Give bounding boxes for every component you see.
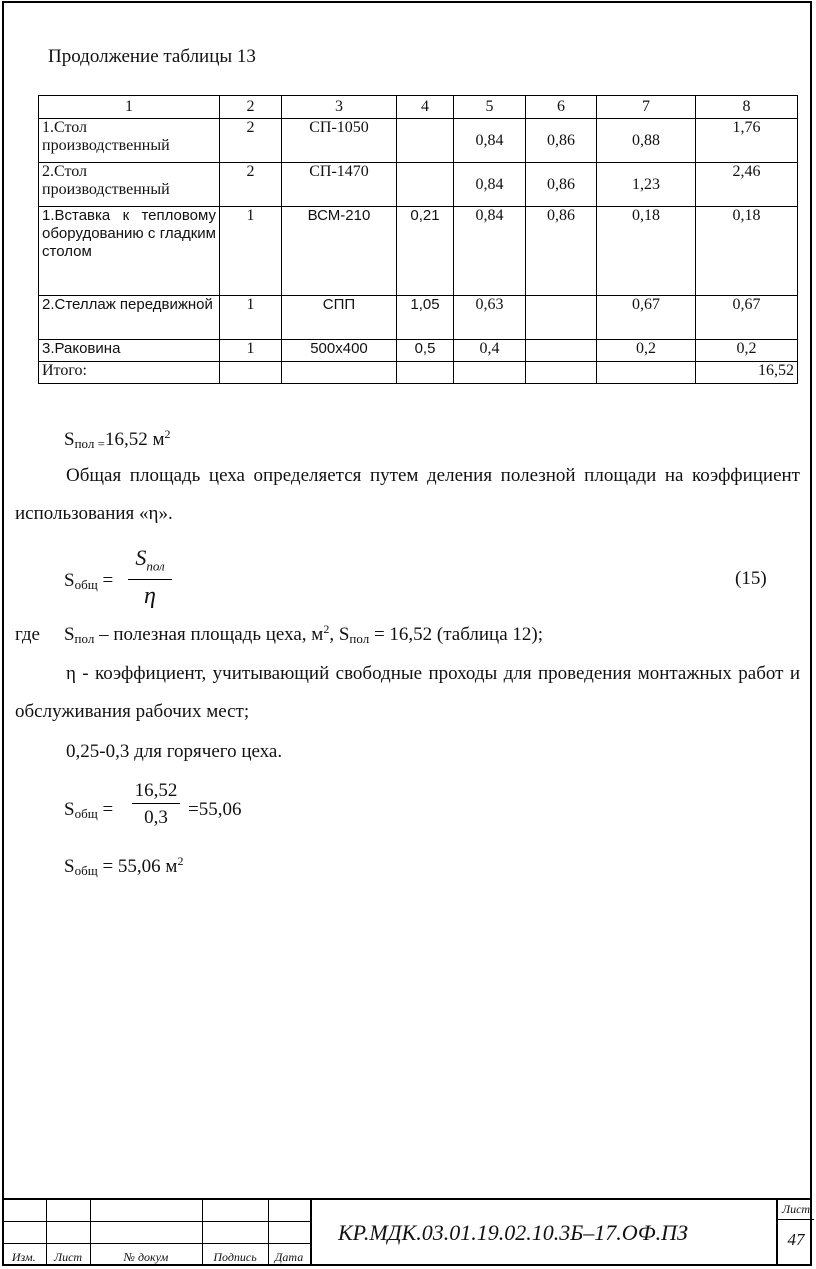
where-text-2: , S [329, 624, 350, 645]
paragraph-general-area: Общая площадь цеха определяется путем деления полезной площади на коэффициент использования «η». [15, 465, 800, 524]
cell-col8: 0,2 [696, 340, 798, 362]
where-text-1: – полезная площадь цеха, м [94, 624, 324, 645]
cell-col6: 0,86 [526, 207, 597, 296]
cell-qty: 1 [220, 340, 282, 362]
cell-type: 500х400 [282, 340, 397, 362]
cell-col5: 0,63 [454, 296, 526, 340]
grid-row [2, 1222, 310, 1244]
grid-cell [90, 1222, 202, 1244]
table-caption: Продолжение таблицы 13 [48, 46, 256, 67]
where-line [15, 622, 543, 647]
calc-denominator: 0,3 [144, 807, 168, 828]
calc-equals: = [97, 799, 114, 820]
cell-qty: 1 [220, 207, 282, 296]
cell-col4 [397, 163, 454, 207]
cell-type: СПП [282, 296, 397, 340]
header-cell: 5 [454, 96, 526, 119]
formula-equals: = [97, 570, 114, 591]
spol-line [64, 427, 170, 452]
calc-lhs [64, 799, 113, 822]
cell-col5: 0,84 [454, 163, 526, 207]
equation-number: (15) [735, 568, 767, 589]
label-list: Лист [46, 1244, 90, 1266]
header-cell: 2 [220, 96, 282, 119]
label-izm: Изм. [2, 1244, 46, 1266]
table-row [39, 340, 798, 362]
cell-col7: 0,88 [597, 119, 696, 163]
cell-col5: 0,4 [454, 340, 526, 362]
grid-cell [202, 1222, 268, 1244]
cell-empty [454, 362, 526, 384]
label-date: Дата [268, 1244, 310, 1266]
cell-col5: 0,84 [454, 119, 526, 163]
formula-15-fraction [128, 545, 172, 612]
numerator-symbol: S [135, 545, 147, 570]
table-13 [38, 95, 798, 384]
header-cell: 8 [696, 96, 798, 119]
sheet-label: Лист [781, 1202, 811, 1216]
cell-empty [597, 362, 696, 384]
calc-symbol: S [64, 799, 75, 820]
cell-col8: 1,76 [696, 119, 798, 163]
grid-cell [2, 1222, 46, 1244]
calc-numerator: 16,52 [134, 780, 178, 801]
formula-lhs-subscript: общ [74, 577, 98, 592]
cell-col6 [526, 340, 597, 362]
header-cell: 6 [526, 96, 597, 119]
cell-col7: 1,23 [597, 163, 696, 207]
title-block-grid [2, 1199, 311, 1265]
final-line [64, 854, 183, 879]
label-signature: Подпись [202, 1244, 268, 1266]
cell-col7: 0,18 [597, 207, 696, 296]
cell-col8: 0,67 [696, 296, 798, 340]
cell-col6: 0,86 [526, 119, 597, 163]
cell-type: СП-1470 [282, 163, 397, 207]
cell-total-value: 16,52 [696, 362, 798, 384]
cell-col6: 0,86 [526, 163, 597, 207]
cell-col4 [397, 119, 454, 163]
cell-col7: 0,67 [597, 296, 696, 340]
cell-col4: 0,21 [397, 207, 454, 296]
cell-name: 2.Стеллаж передвижной [39, 296, 220, 340]
grid-cell [202, 1200, 268, 1222]
fraction-numerator [128, 545, 172, 579]
table-row [39, 207, 798, 296]
title-block-divider [310, 1198, 312, 1266]
cell-col4: 0,5 [397, 340, 454, 362]
table-total-row [39, 362, 798, 384]
where-subscript: пол [74, 631, 95, 646]
header-cell: 4 [397, 96, 454, 119]
cell-empty [282, 362, 397, 384]
grid-cell [46, 1200, 90, 1222]
spol-unit-power: 2 [164, 427, 171, 441]
table-header-row [39, 96, 798, 119]
cell-qty: 1 [220, 296, 282, 340]
cell-name: 2.Стол производственный [39, 163, 220, 207]
cell-col5: 0,84 [454, 207, 526, 296]
cell-col7: 0,2 [597, 340, 696, 362]
table-row [39, 119, 798, 163]
header-cell: 1 [39, 96, 220, 119]
formula-15-lhs [64, 570, 113, 593]
cell-col8: 2,46 [696, 163, 798, 207]
sheet-divider [778, 1219, 814, 1220]
range-line: 0,25-0,3 для горячего цеха. [66, 741, 283, 762]
cell-qty: 2 [220, 163, 282, 207]
cell-total-label: Итого: [39, 362, 220, 384]
cell-col6 [526, 296, 597, 340]
calc-subscript: общ [74, 806, 98, 821]
numerator-subscript: пол [146, 558, 165, 574]
table-row [39, 163, 798, 207]
cell-name: 3.Раковина [39, 340, 220, 362]
where-text-3: = 16,52 (таблица 12); [369, 624, 543, 645]
cell-empty [526, 362, 597, 384]
cell-col4: 1,05 [397, 296, 454, 340]
where-subscript-2: пол [349, 631, 370, 646]
cell-name: 1.Стол производственный [39, 119, 220, 163]
final-unit-power: 2 [177, 854, 184, 868]
calc-fraction [132, 779, 180, 832]
grid-cell [46, 1222, 90, 1244]
signature-labels-row [2, 1244, 310, 1266]
where-symbol: S [63, 624, 75, 645]
grid-cell [2, 1200, 46, 1222]
grid-row [2, 1200, 310, 1222]
header-cell: 7 [597, 96, 696, 119]
where-lead: где [15, 624, 40, 645]
document-code: КР.МДК.03.01.19.02.10.3Б–17.ОФ.ПЗ [338, 1220, 688, 1245]
spol-symbol: S [64, 429, 75, 450]
label-doc-number: № докум [90, 1244, 202, 1266]
cell-name: 1.Вставка к тепловому оборудованию с гладким столом [39, 207, 220, 296]
grid-cell [90, 1200, 202, 1222]
cell-qty: 2 [220, 119, 282, 163]
cell-empty [397, 362, 454, 384]
grid-cell [268, 1200, 310, 1222]
header-cell: 3 [282, 96, 397, 119]
calc-result: =55,06 [188, 799, 242, 820]
formula-lhs-symbol: S [64, 570, 75, 591]
table-row [39, 296, 798, 340]
fraction-denominator: η [144, 583, 156, 610]
sheet-box [776, 1198, 814, 1266]
cell-type: СП-1050 [282, 119, 397, 163]
final-text: = 55,06 м [97, 856, 178, 877]
spol-subscript: пол = [74, 436, 105, 451]
cell-col8: 0,18 [696, 207, 798, 296]
paragraph-eta-definition: η - коэффициент, учитывающий свободные проходы для проведения монтажных работ и обслуживания рабочих мест; [15, 663, 800, 722]
title-block [2, 1198, 812, 1266]
sheet-number: 47 [787, 1230, 805, 1249]
where-unit-power: 2 [323, 622, 330, 636]
cell-type: ВСМ-210 [282, 207, 397, 296]
spol-value: 16,52 м [104, 429, 165, 450]
final-subscript: общ [74, 863, 98, 878]
final-symbol: S [64, 856, 75, 877]
grid-cell [268, 1222, 310, 1244]
cell-empty [220, 362, 282, 384]
